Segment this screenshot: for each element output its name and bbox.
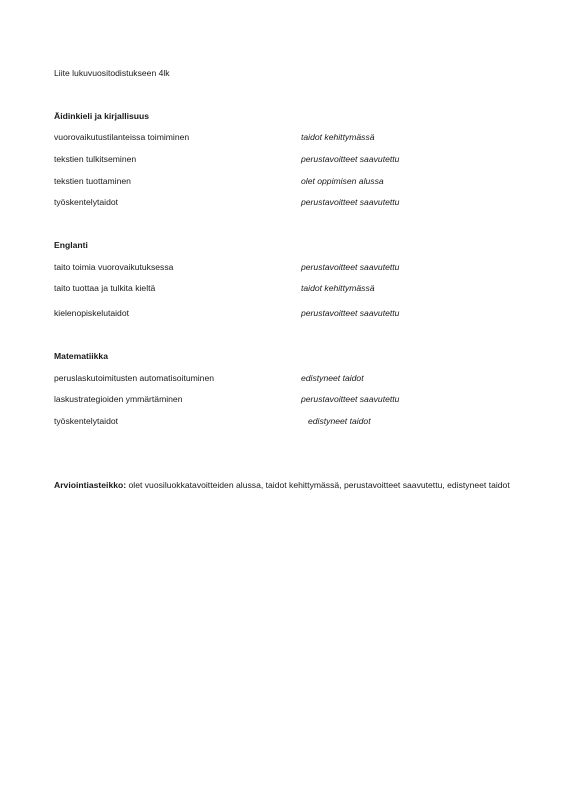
row-grade: taidot kehittymässä — [301, 132, 375, 142]
section-heading-englanti: Englanti — [54, 240, 88, 250]
row-grade: perustavoitteet saavutettu — [301, 394, 400, 404]
row-label: tekstien tulkitseminen — [54, 154, 137, 164]
row-label: taito toimia vuorovaikutuksessa — [54, 262, 174, 272]
row-label: peruslaskutoimitusten automatisoituminen — [54, 373, 215, 383]
grading-scale — [54, 479, 514, 492]
row-label: vuorovaikutustilanteissa toimiminen — [54, 132, 190, 142]
section-heading-aidinkieli: Äidinkieli ja kirjallisuus — [54, 111, 150, 121]
grading-scale-text: olet vuosiluokkatavoitteiden alussa, taidot kehittymässä, perustavoitteet saavutettu, edistyneet taidot — [126, 480, 510, 490]
row-grade: perustavoitteet saavutettu — [301, 154, 400, 164]
row-label: laskustrategioiden ymmärtäminen — [54, 394, 183, 404]
row-grade: taidot kehittymässä — [301, 283, 375, 293]
row-grade: edistyneet taidot — [308, 416, 371, 426]
row-label: työskentelytaidot — [54, 197, 119, 207]
row-label: kielenopiskelutaidot — [54, 308, 130, 318]
grading-scale-label: Arviointiasteikko: — [54, 480, 127, 490]
row-label: tekstien tuottaminen — [54, 176, 131, 186]
row-label: työskentelytaidot — [54, 416, 119, 426]
row-grade: perustavoitteet saavutettu — [301, 308, 400, 318]
row-grade: perustavoitteet saavutettu — [301, 197, 400, 207]
section-heading-matematiikka: Matematiikka — [54, 351, 108, 361]
row-grade: olet oppimisen alussa — [301, 176, 384, 186]
row-grade: edistyneet taidot — [301, 373, 364, 383]
row-label: taito tuottaa ja tulkita kieltä — [54, 283, 156, 293]
row-grade: perustavoitteet saavutettu — [301, 262, 400, 272]
document-title: Liite lukuvuositodistukseen 4lk — [54, 68, 170, 78]
